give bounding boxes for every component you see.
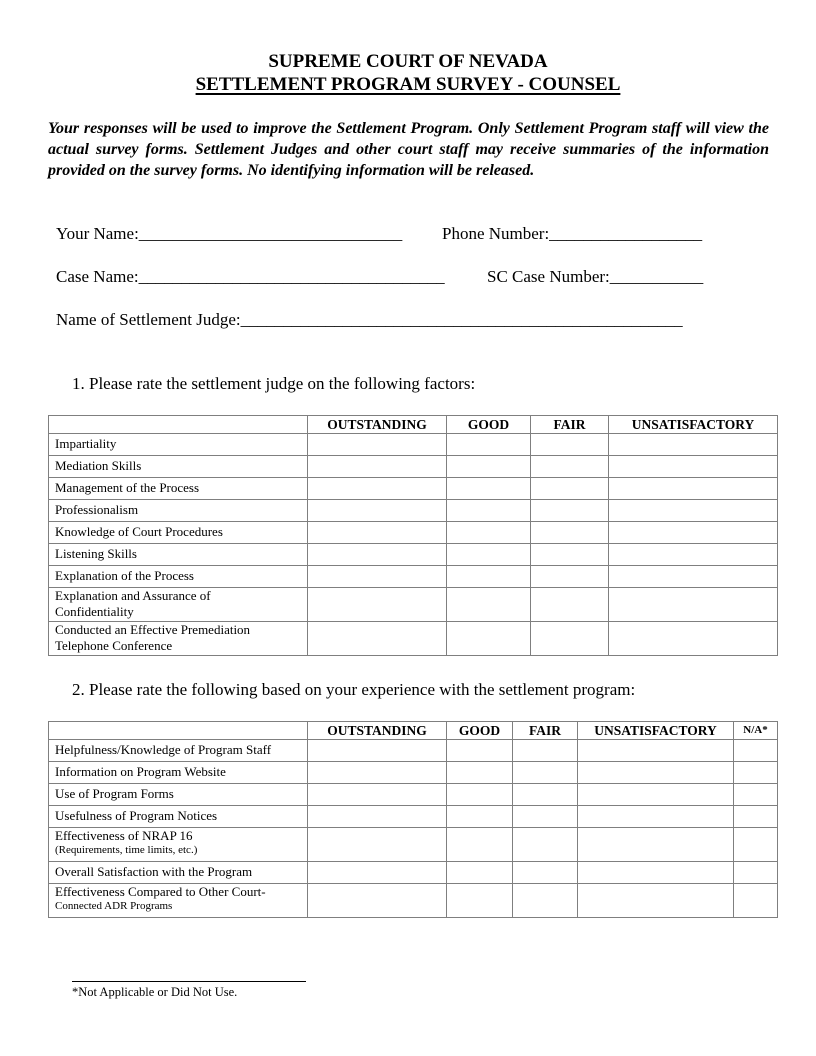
rating-cell[interactable] [734,762,778,784]
rating-cell[interactable] [447,762,513,784]
phone-number-field[interactable]: Phone Number:__________________ [442,224,703,243]
table-row [49,522,778,544]
column-header: OUTSTANDING [308,722,447,740]
rating-cell[interactable] [308,478,447,500]
court-title: SUPREME COURT OF NEVADA [268,51,548,72]
rating-cell[interactable] [578,884,734,918]
table-row [49,806,778,828]
rating-cell[interactable] [308,434,447,456]
footnote-divider [72,981,306,982]
rating-cell[interactable] [609,456,778,478]
rating-cell[interactable] [609,434,778,456]
row-label: Helpfulness/Knowledge of Program Staff [49,740,308,762]
table-row [49,456,778,478]
column-header: GOOD [447,416,531,434]
sc-case-number-field[interactable]: SC Case Number:___________ [487,267,704,286]
rating-cell[interactable] [308,806,447,828]
row-label: Explanation of the Process [49,566,308,588]
rating-cell[interactable] [447,622,531,656]
question-2-label: 2. Please rate the following based on your experience with the settlement program: [72,680,636,699]
rating-cell[interactable] [531,500,609,522]
question-1-label: 1. Please rate the settlement judge on the following factors: [72,374,476,393]
rating-cell[interactable] [308,884,447,918]
row-label-header [49,722,308,740]
rating-cell[interactable] [578,828,734,862]
table-row [49,862,778,884]
row-label: Mediation Skills [49,456,308,478]
row-label-line: Conducted an Effective Premediation [55,622,251,637]
rating-cell[interactable] [609,522,778,544]
intro-paragraph: Your responses will be used to improve the Settlement Program. Only Settlement Program staff will view the actual survey forms. Settlement Judges and other court staff may receive summaries of the information provided on the survey forms. No identifying information will be released. [48,120,769,179]
judge-rating-table [48,415,778,656]
row-label: Usefulness of Program Notices [49,806,308,828]
your-name-field[interactable]: Your Name:_______________________________ [56,224,403,243]
row-label: Overall Satisfaction with the Program [49,862,308,884]
column-header: OUTSTANDING [308,416,447,434]
settlement-judge-field[interactable]: Name of Settlement Judge:____________________________________________________ [56,310,683,329]
rating-cell[interactable] [308,588,447,622]
table-row [49,588,778,622]
row-label-line: Connected ADR Programs [55,900,173,912]
row-label: Information on Program Website [49,762,308,784]
rating-cell[interactable] [308,500,447,522]
row-label-line: Effectiveness of NRAP 16 [55,828,193,843]
rating-cell[interactable] [609,622,778,656]
rating-cell[interactable] [531,478,609,500]
row-label: Use of Program Forms [49,784,308,806]
table-row [49,622,778,656]
rating-cell[interactable] [308,544,447,566]
rating-cell[interactable] [734,806,778,828]
table-row [49,784,778,806]
rating-cell[interactable] [578,784,734,806]
rating-cell[interactable] [447,456,531,478]
rating-cell[interactable] [734,828,778,862]
rating-cell[interactable] [513,740,578,762]
rating-cell[interactable] [513,828,578,862]
rating-cell[interactable] [578,806,734,828]
rating-cell[interactable] [513,762,578,784]
rating-cell[interactable] [609,544,778,566]
rating-cell[interactable] [578,740,734,762]
row-label-line: Telephone Conference [55,638,173,653]
table-row [49,500,778,522]
table-row [49,544,778,566]
rating-cell[interactable] [447,740,513,762]
row-label: Management of the Process [49,478,308,500]
row-label-header [49,416,308,434]
rating-cell[interactable] [609,478,778,500]
table-row [49,740,778,762]
rating-cell[interactable] [308,566,447,588]
rating-cell[interactable] [578,862,734,884]
row-label-line: Confidentiality [55,604,134,619]
rating-cell[interactable] [513,862,578,884]
rating-cell[interactable] [308,522,447,544]
column-header: FAIR [531,416,609,434]
rating-cell[interactable] [447,522,531,544]
rating-cell[interactable] [447,884,513,918]
row-label [49,588,308,622]
rating-cell[interactable] [308,828,447,862]
table-row [49,566,778,588]
rating-cell[interactable] [308,456,447,478]
table-row [49,884,778,918]
rating-cell[interactable] [447,544,531,566]
row-label: Impartiality [49,434,308,456]
rating-cell[interactable] [609,588,778,622]
row-label: Professionalism [49,500,308,522]
column-header: FAIR [513,722,578,740]
row-label-line: Effectiveness Compared to Other Court- [55,884,266,899]
rating-cell[interactable] [447,500,531,522]
row-label-line: Explanation and Assurance of [55,588,211,603]
table-row [49,434,778,456]
rating-cell[interactable] [447,588,531,622]
rating-cell[interactable] [513,884,578,918]
column-header: N/A* [734,722,778,740]
row-label: Knowledge of Court Procedures [49,522,308,544]
row-label [49,828,308,862]
rating-cell[interactable] [734,740,778,762]
rating-cell[interactable] [734,884,778,918]
row-label-line: (Requirements, time limits, etc.) [55,844,198,856]
rating-cell[interactable] [531,566,609,588]
table-row [49,828,778,862]
rating-cell[interactable] [531,522,609,544]
rating-cell[interactable] [447,784,513,806]
rating-cell[interactable] [308,862,447,884]
rating-cell[interactable] [531,544,609,566]
rating-cell[interactable] [513,806,578,828]
table-row [49,478,778,500]
rating-cell[interactable] [578,762,734,784]
rating-cell[interactable] [609,500,778,522]
rating-cell[interactable] [531,588,609,622]
rating-cell[interactable] [513,784,578,806]
program-rating-table [48,721,778,918]
row-label [49,622,308,656]
survey-title: SETTLEMENT PROGRAM SURVEY - COUNSEL [195,74,621,95]
rating-cell[interactable] [734,862,778,884]
row-label: Listening Skills [49,544,308,566]
rating-cell[interactable] [447,478,531,500]
rating-cell[interactable] [308,740,447,762]
rating-cell[interactable] [531,622,609,656]
rating-cell[interactable] [447,566,531,588]
rating-cell[interactable] [531,456,609,478]
rating-cell[interactable] [308,784,447,806]
case-name-field[interactable]: Case Name:____________________________________ [56,267,445,286]
rating-cell[interactable] [447,806,513,828]
rating-cell[interactable] [531,434,609,456]
rating-cell[interactable] [308,762,447,784]
rating-cell[interactable] [609,566,778,588]
table-row [49,762,778,784]
rating-cell[interactable] [734,784,778,806]
column-header: GOOD [447,722,513,740]
rating-cell[interactable] [308,622,447,656]
row-label [49,884,308,918]
column-header: UNSATISFACTORY [578,722,734,740]
footnote: *Not Applicable or Did Not Use. [72,985,238,999]
rating-cell[interactable] [447,828,513,862]
column-header: UNSATISFACTORY [609,416,778,434]
rating-cell[interactable] [447,434,531,456]
rating-cell[interactable] [447,862,513,884]
